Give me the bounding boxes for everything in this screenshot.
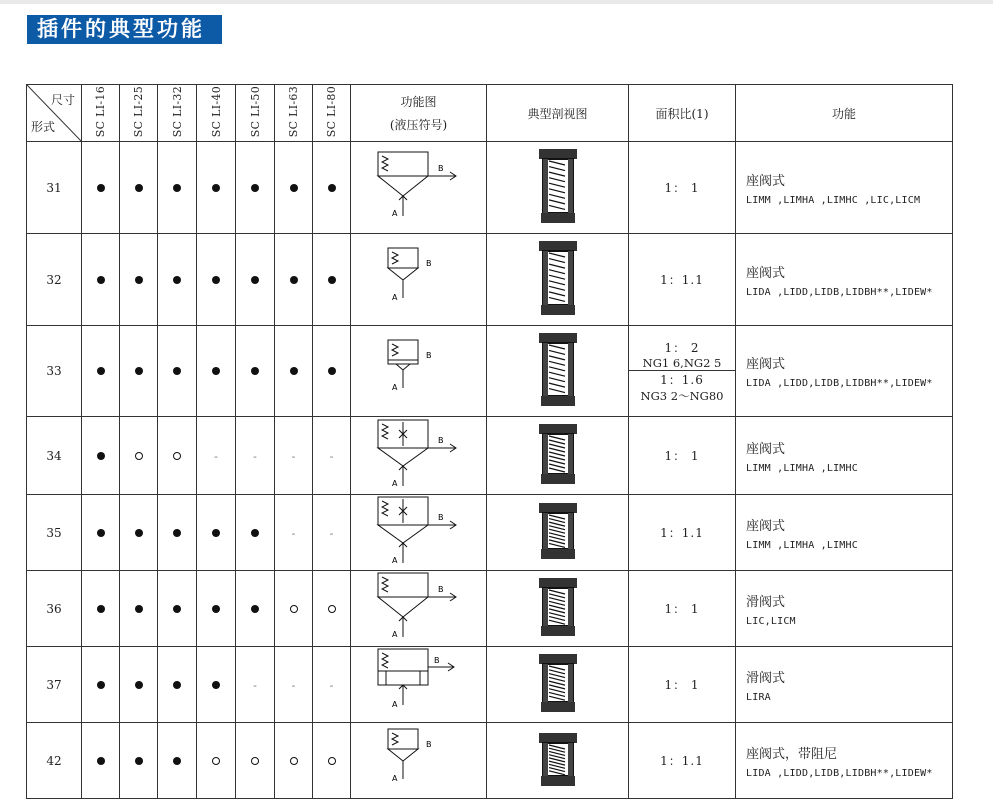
availability-cell <box>158 647 197 723</box>
available-dot-icon <box>135 184 143 192</box>
table-body <box>27 142 953 799</box>
availability-cell <box>158 234 197 326</box>
hydraulic-symbol-icon <box>376 495 462 567</box>
availability-cell <box>158 417 197 495</box>
form-number: 37 <box>27 647 82 723</box>
availability-cell <box>158 495 197 571</box>
available-dot-icon <box>135 367 143 375</box>
availability-cell <box>82 647 120 723</box>
available-dot-icon <box>135 605 143 613</box>
svg-text:B: B <box>425 740 431 749</box>
available-dot-icon <box>97 367 105 375</box>
available-dot-icon <box>251 276 259 284</box>
cartridge-section-icon <box>537 147 579 225</box>
table-row <box>27 234 953 326</box>
available-dot-icon <box>173 529 181 537</box>
not-available-dash: - <box>291 449 296 463</box>
model-codes: LIMM ,LIMHA ,LIMHC <box>746 462 858 474</box>
available-dot-icon <box>251 605 259 613</box>
table-row <box>27 571 953 647</box>
ratio-value: 1： 1 <box>664 181 700 195</box>
available-dot-icon <box>212 681 220 689</box>
area-ratio-cell <box>629 234 736 326</box>
symbol-cell <box>351 234 487 326</box>
hydraulic-symbol-icon <box>376 150 462 222</box>
model-codes: LIDA ,LIDD,LIDB,LIDBH**,LIDEW* <box>746 767 933 779</box>
form-label: 形式 <box>31 120 56 134</box>
area-ratio-cell <box>629 495 736 571</box>
availability-cell <box>158 571 197 647</box>
valve-type: 座阀式 <box>746 357 786 372</box>
svg-text:A: A <box>391 209 397 218</box>
ratio-value: 1：1.1 <box>660 754 704 768</box>
hydraulic-symbol-icon <box>376 418 462 490</box>
ratio-split <box>629 339 735 404</box>
model-codes: LIDA ,LIDD,LIDB,LIDBH**,LIDEW* <box>746 286 933 298</box>
ratio-value: 1：1.6 <box>660 372 704 387</box>
model-codes: LIMM ,LIMHA ,LIMHC ,LIC,LICM <box>746 194 921 206</box>
availability-cell <box>197 723 236 799</box>
svg-text:B: B <box>433 656 439 665</box>
availability-cell <box>197 571 236 647</box>
available-dot-icon <box>97 681 105 689</box>
optional-ring-icon <box>135 452 143 460</box>
availability-cell <box>236 326 275 417</box>
size-header-label: SC LI-40 <box>209 85 223 138</box>
not-available-dash: - <box>329 678 334 692</box>
not-available-dash: - <box>253 678 257 692</box>
area-ratio-cell <box>629 417 736 495</box>
not-available-dash: - <box>291 526 296 540</box>
availability-cell <box>197 417 236 495</box>
availability-cell <box>120 723 158 799</box>
available-dot-icon <box>328 276 336 284</box>
optional-ring-icon <box>290 605 298 613</box>
availability-cell <box>313 142 351 234</box>
section-header: 典型剖视图 <box>487 85 629 142</box>
available-dot-icon <box>97 184 105 192</box>
size-header-3 <box>197 85 236 142</box>
model-codes: LIC,LICM <box>746 615 796 627</box>
hydraulic-symbol-icon <box>376 334 462 406</box>
symbol-header-line1: 功能图 <box>400 95 437 109</box>
valve-type: 座阀式 <box>746 265 786 281</box>
table-row <box>27 417 953 495</box>
optional-ring-icon <box>290 757 298 765</box>
availability-cell <box>82 417 120 495</box>
optional-ring-icon <box>328 605 336 613</box>
available-dot-icon <box>173 367 181 375</box>
availability-cell <box>120 417 158 495</box>
size-header-2 <box>158 85 197 142</box>
optional-ring-icon <box>251 757 259 765</box>
form-number: 36 <box>27 571 82 647</box>
available-dot-icon <box>290 367 298 375</box>
section-cell <box>487 234 629 326</box>
size-header-label: SC LI-32 <box>170 85 184 138</box>
symbol-header <box>351 85 487 142</box>
area-ratio-cell <box>629 723 736 799</box>
available-dot-icon <box>251 529 259 537</box>
function-header: 功能 <box>736 85 953 142</box>
cartridge-section-icon <box>537 731 579 788</box>
symbol-cell <box>351 326 487 417</box>
function-cell <box>736 647 953 723</box>
ratio-note: NG1 6,NG2 5 <box>642 355 722 370</box>
availability-cell <box>82 571 120 647</box>
availability-cell <box>313 647 351 723</box>
availability-cell <box>197 495 236 571</box>
ratio-value: 1： 2 <box>664 340 700 355</box>
section-cell <box>487 326 629 417</box>
availability-cell <box>82 495 120 571</box>
availability-cell <box>197 142 236 234</box>
model-codes: LIDA ,LIDD,LIDB,LIDBH**,LIDEW* <box>746 378 933 389</box>
availability-cell <box>158 326 197 417</box>
cartridge-section-icon <box>537 331 579 408</box>
form-number: 31 <box>27 142 82 234</box>
svg-text:A: A <box>391 556 397 565</box>
ratio-value: 1：1.1 <box>660 526 704 540</box>
availability-cell <box>275 234 313 326</box>
available-dot-icon <box>212 529 220 537</box>
optional-ring-icon <box>212 757 220 765</box>
table-row <box>27 495 953 571</box>
available-dot-icon <box>97 276 105 284</box>
valve-type: 座阀式 <box>746 441 786 457</box>
availability-cell <box>158 723 197 799</box>
availability-cell <box>236 495 275 571</box>
not-available-dash: - <box>329 449 334 463</box>
available-dot-icon <box>290 184 298 192</box>
hydraulic-symbol-icon <box>376 647 462 719</box>
ratio-value: 1：1.1 <box>660 273 704 287</box>
optional-ring-icon <box>328 757 336 765</box>
available-dot-icon <box>173 276 181 284</box>
availability-cell <box>275 571 313 647</box>
function-cell <box>736 723 953 799</box>
symbol-cell <box>351 571 487 647</box>
hydraulic-symbol-icon <box>376 242 462 314</box>
top-rule <box>0 0 993 4</box>
not-available-dash: - <box>253 449 257 463</box>
availability-cell <box>120 234 158 326</box>
available-dot-icon <box>212 276 220 284</box>
ratio-value: 1： 1 <box>664 678 700 692</box>
available-dot-icon <box>173 184 181 192</box>
area-ratio-cell <box>629 142 736 234</box>
availability-cell <box>120 326 158 417</box>
svg-text:B: B <box>425 259 431 268</box>
size-header-label: SC LI-63 <box>287 85 300 138</box>
availability-cell <box>313 326 351 417</box>
availability-cell <box>236 647 275 723</box>
ratio-header: 面积比(1) <box>629 85 736 142</box>
svg-text:B: B <box>425 350 431 360</box>
not-available-dash: - <box>214 449 218 463</box>
function-cell <box>736 142 953 234</box>
not-available-dash: - <box>291 678 296 692</box>
available-dot-icon <box>212 605 220 613</box>
availability-cell <box>197 647 236 723</box>
availability-cell <box>275 142 313 234</box>
availability-cell <box>120 571 158 647</box>
function-table <box>26 84 953 799</box>
model-codes: LIMM ,LIMHA ,LIMHC <box>746 539 858 551</box>
available-dot-icon <box>251 184 259 192</box>
valve-type: 滑阀式 <box>746 670 786 686</box>
svg-text:A: A <box>391 479 397 488</box>
ratio-large-sizes <box>629 370 735 404</box>
availability-cell <box>275 723 313 799</box>
section-cell <box>487 142 629 234</box>
availability-cell <box>197 326 236 417</box>
svg-text:B: B <box>437 585 443 594</box>
cartridge-section-icon <box>537 501 579 561</box>
size-label: 尺寸 <box>50 93 75 107</box>
cartridge-section-icon <box>537 576 579 638</box>
availability-cell <box>275 495 313 571</box>
valve-type: 座阀式 <box>746 173 786 189</box>
size-header-6 <box>313 85 351 142</box>
valve-type: 座阀式，带阻尼 <box>746 746 838 762</box>
availability-cell <box>236 142 275 234</box>
symbol-cell <box>351 495 487 571</box>
area-ratio-cell <box>629 647 736 723</box>
availability-cell <box>313 234 351 326</box>
ratio-small-sizes <box>629 339 735 370</box>
availability-cell <box>236 571 275 647</box>
table-row <box>27 723 953 799</box>
ratio-value: 1： 1 <box>664 449 700 463</box>
available-dot-icon <box>173 757 181 765</box>
valve-type: 滑阀式 <box>746 594 786 610</box>
size-header-1 <box>120 85 158 142</box>
hydraulic-symbol-icon <box>376 723 462 795</box>
section-cell <box>487 417 629 495</box>
available-dot-icon <box>328 184 336 192</box>
available-dot-icon <box>328 367 336 375</box>
svg-text:A: A <box>391 774 397 783</box>
available-dot-icon <box>290 276 298 284</box>
svg-text:B: B <box>437 164 443 173</box>
cartridge-section-icon <box>537 239 579 317</box>
svg-text:A: A <box>391 700 397 709</box>
svg-text:A: A <box>391 382 397 392</box>
table-row <box>27 142 953 234</box>
cartridge-section-icon <box>537 422 579 486</box>
svg-text:A: A <box>391 630 397 639</box>
available-dot-icon <box>97 605 105 613</box>
available-dot-icon <box>173 681 181 689</box>
available-dot-icon <box>173 605 181 613</box>
valve-type: 座阀式 <box>746 518 786 534</box>
section-cell <box>487 495 629 571</box>
size-form-header <box>27 85 82 142</box>
availability-cell <box>82 234 120 326</box>
svg-text:A: A <box>391 293 397 302</box>
function-cell <box>736 571 953 647</box>
form-number: 33 <box>27 326 82 417</box>
available-dot-icon <box>212 184 220 192</box>
availability-cell <box>158 142 197 234</box>
symbol-cell <box>351 723 487 799</box>
availability-cell <box>120 142 158 234</box>
availability-cell <box>275 647 313 723</box>
availability-cell <box>236 723 275 799</box>
symbol-header-line2: (液压符号) <box>389 118 448 132</box>
size-header-label: SC LI-50 <box>248 85 262 138</box>
availability-cell <box>313 571 351 647</box>
availability-cell <box>82 723 120 799</box>
size-header-0 <box>82 85 120 142</box>
availability-cell <box>82 142 120 234</box>
availability-cell <box>120 495 158 571</box>
area-ratio-cell <box>629 571 736 647</box>
available-dot-icon <box>97 757 105 765</box>
section-title: 插件的典型功能 <box>27 15 222 44</box>
svg-text:B: B <box>437 513 443 522</box>
availability-cell <box>313 495 351 571</box>
availability-cell <box>120 647 158 723</box>
function-cell <box>736 326 953 417</box>
available-dot-icon <box>97 452 105 460</box>
hydraulic-symbol-icon <box>376 571 462 643</box>
form-number: 35 <box>27 495 82 571</box>
availability-cell <box>197 234 236 326</box>
size-header-4 <box>236 85 275 142</box>
table-header-row <box>27 85 953 142</box>
availability-cell <box>236 417 275 495</box>
form-number: 42 <box>27 723 82 799</box>
table-row <box>27 647 953 723</box>
section-cell <box>487 723 629 799</box>
availability-cell <box>275 326 313 417</box>
size-header-label: SC LI-80 <box>325 85 338 138</box>
section-cell <box>487 647 629 723</box>
availability-cell <box>313 417 351 495</box>
table-row <box>27 326 953 417</box>
symbol-cell <box>351 142 487 234</box>
available-dot-icon <box>135 757 143 765</box>
size-header-label: SC LI-25 <box>132 85 145 138</box>
available-dot-icon <box>97 529 105 537</box>
size-header-label: SC LI-16 <box>94 85 107 138</box>
model-codes: LIRA <box>746 691 771 703</box>
form-number: 34 <box>27 417 82 495</box>
availability-cell <box>82 326 120 417</box>
availability-cell <box>313 723 351 799</box>
available-dot-icon <box>135 681 143 689</box>
ratio-value: 1： 1 <box>664 602 700 616</box>
symbol-cell <box>351 417 487 495</box>
area-ratio-cell <box>629 326 736 417</box>
available-dot-icon <box>135 529 143 537</box>
symbol-cell <box>351 647 487 723</box>
ratio-note: NG3 2～NG80 <box>640 388 724 403</box>
function-cell <box>736 495 953 571</box>
svg-text:B: B <box>437 436 443 445</box>
availability-cell <box>236 234 275 326</box>
available-dot-icon <box>135 276 143 284</box>
section-cell <box>487 571 629 647</box>
function-cell <box>736 417 953 495</box>
function-cell <box>736 234 953 326</box>
availability-cell <box>275 417 313 495</box>
available-dot-icon <box>251 367 259 375</box>
optional-ring-icon <box>173 452 181 460</box>
form-number: 32 <box>27 234 82 326</box>
size-header-5 <box>275 85 313 142</box>
available-dot-icon <box>212 367 220 375</box>
not-available-dash: - <box>329 526 334 540</box>
cartridge-section-icon <box>537 652 579 714</box>
